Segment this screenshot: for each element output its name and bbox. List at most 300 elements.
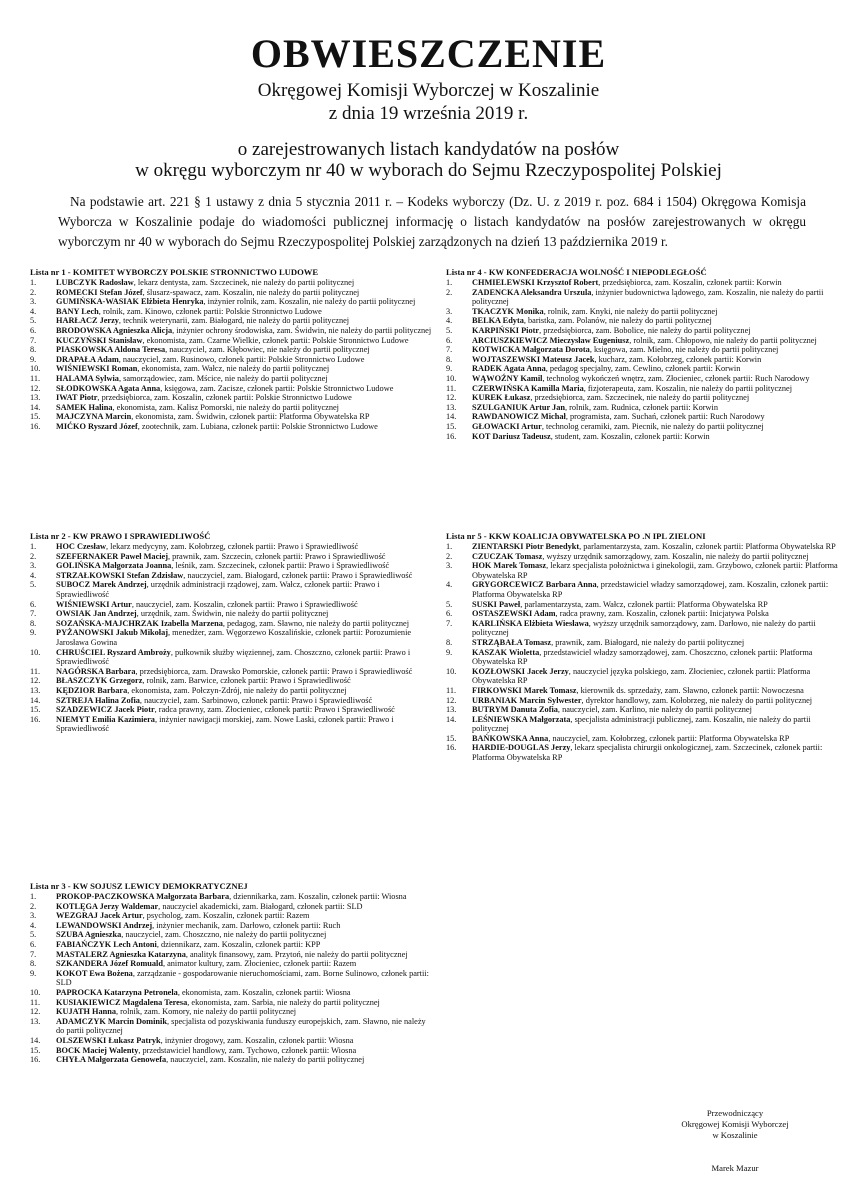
candidate-details: , dyrektor handlowy, zam. Kołobrzeg, nie należy do partii politycznej <box>581 695 813 705</box>
list-3 <box>30 880 432 1065</box>
candidate-name: MASTALERZ Agnieszka Katarzyna <box>56 949 186 959</box>
candidate-details: , przedsiębiorca, zam. Koszalin, członek partii: Polskie Stronnictwo Ludowe <box>97 393 352 403</box>
candidate-number: 9. <box>446 364 453 374</box>
candidate-number: 1. <box>446 278 453 287</box>
signature-commission: Okręgowej Komisji Wyborczej <box>681 1119 789 1129</box>
candidate-details: , rolnik, zam. Knyki, nie należy do partii politycznej <box>543 306 718 316</box>
candidate-number: 6. <box>30 599 37 609</box>
candidate-details: , zootechnik, zam. Lubiana, członek partii: Polskie Stronnictwo Ludowe <box>137 421 378 431</box>
candidate-details: , parlamentarzysta, zam. Wałcz, członek partii: Platforma Obywatelska RP <box>520 599 768 609</box>
candidate-details: , pułkownik służby więziennej, zam. Choszczno, członek partii: Prawo i Sprawiedliwość <box>56 647 411 667</box>
candidate-number: 9. <box>446 647 453 657</box>
candidate-name: SZEFERNAKER Paweł Maciej <box>56 551 168 561</box>
candidate-entry <box>30 355 432 365</box>
candidate-entry <box>446 412 841 422</box>
candidate-number: 16. <box>30 421 41 431</box>
candidate-name: CZUCZAK Tomasz <box>472 551 543 561</box>
candidate-number: 16. <box>446 743 457 753</box>
candidate-name: SZUBA Agnieszka <box>56 930 122 940</box>
candidate-entry <box>446 355 841 365</box>
candidate-details: , pedagog specjalny, zam. Cewlino, członek partii: Korwin <box>545 364 741 374</box>
notice-title: OBWIESZCZENIE <box>250 31 607 76</box>
candidate-details: , dziennikarka, zam. Koszalin, członek partii: Wiosna <box>229 892 407 901</box>
candidate-entry <box>30 316 432 326</box>
candidate-entry <box>30 696 432 706</box>
candidate-entry <box>446 580 841 599</box>
candidate-number: 13. <box>446 402 457 412</box>
candidate-entry <box>446 715 841 734</box>
candidate-entry <box>30 1036 432 1046</box>
candidate-name: TKACZYK Monika <box>472 306 544 316</box>
signature-city: w Koszalinie <box>712 1130 758 1140</box>
candidate-name: SZADZEWICZ Jacek Piotr <box>56 705 155 715</box>
candidate-details: , ekonomista, zam. Wałcz, nie należy do partii politycznej <box>137 364 330 374</box>
candidate-number: 8. <box>30 618 37 628</box>
candidate-details: , programista, zam. Suchań, członek partii: Ruch Narodowy <box>565 412 765 422</box>
candidate-name: BAŃKOWSKA Anna <box>472 733 549 743</box>
candidate-entry <box>30 676 432 686</box>
candidate-entry <box>446 393 841 403</box>
candidate-number: 1. <box>30 542 37 551</box>
candidate-details: , przedsiębiorca, zam. Drawsko Pomorskie, członek partii: Prawo i Sprawiedliwość <box>135 666 413 676</box>
candidate-name: FIRKOWSKI Marek Tomasz <box>472 685 577 695</box>
candidate-entry <box>446 609 841 619</box>
candidate-number: 12. <box>446 695 457 705</box>
candidate-name: BŁASZCZYK Grzegorz <box>56 676 143 686</box>
candidate-details: , zarządzanie - gospodarowanie nieruchomościami, zam. Borne Sulinowo, członek partii: SLD <box>56 968 429 988</box>
candidate-name: KARPIŃSKI Piotr <box>472 325 540 335</box>
candidate-entry <box>30 988 432 998</box>
candidate-entry <box>446 326 841 336</box>
candidate-number: 1. <box>30 892 37 901</box>
candidate-details: , rolnik, zam. Barwice, członek partii: Prawo i Sprawiedliwość <box>142 676 351 686</box>
signer-name: Marek Mazur <box>711 1163 759 1173</box>
candidate-details: , przedstawiciel władzy samorządowej, zam. Koszalin, członek partii: Platforma Obywatelska RP <box>472 580 829 599</box>
candidate-name: PIASKOWSKA Aldona Teresa <box>56 345 166 355</box>
candidate-details: , przedstawiciel handlowy, zam. Tychowo, członek partii: Wiosna <box>138 1045 357 1055</box>
candidate-entry <box>30 1007 432 1017</box>
candidate-number: 6. <box>446 609 453 619</box>
candidate-entry <box>30 950 432 960</box>
candidate-name: SZKANDERA Józef Romuald <box>56 959 163 969</box>
candidate-entry <box>446 336 841 346</box>
candidate-entry <box>446 403 841 413</box>
candidate-name: KASZAK Wioletta <box>472 647 540 657</box>
candidate-entry <box>30 336 432 346</box>
candidate-number: 14. <box>30 1035 41 1045</box>
candidate-entry <box>30 969 432 988</box>
candidate-number: 16. <box>446 431 457 441</box>
candidate-name: OLSZEWSKI Łukasz Patryk <box>56 1035 161 1045</box>
candidate-details: , prawnik, zam. Szczecin, członek partii: Prawo i Sprawiedliwość <box>168 551 386 561</box>
candidate-entry <box>30 940 432 950</box>
candidate-details: , nauczyciel, zam. Kołobrzeg, członek partii: Platforma Obywatelska RP <box>548 733 790 743</box>
candidate-number: 5. <box>30 580 37 590</box>
candidate-entry <box>30 921 432 931</box>
candidate-name: SZULGANIUK Artur Jan <box>472 402 565 412</box>
candidate-name: KĘDZIOR Barbara <box>56 685 128 695</box>
candidate-number: 13. <box>30 393 41 403</box>
candidate-details: , inżynier rolnik, zam. Koszalin, nie należy do partii politycznej <box>203 297 416 307</box>
candidate-details: , radca prawny, zam. Złocieniec, członek partii: Prawo i Sprawiedliwość <box>154 705 395 715</box>
candidate-details: , nauczyciel, zam. Koszalin, nie należy do partii politycznej <box>166 1055 365 1065</box>
candidate-name: STRZAŁKOWSKI Stefan Zdzisław <box>56 570 184 580</box>
candidate-name: KOZŁOWSKI Jacek Jerzy <box>472 666 569 676</box>
candidate-number: 16. <box>30 714 41 724</box>
candidate-details: , kucharz, zam. Kołobrzeg, członek partii: Korwin <box>594 354 762 364</box>
intro-paragraph: Na podstawie art. 221 § 1 ustawy z dnia 5 stycznia 2011 r. – Kodeks wyborczy (Dz. U. z 2019 r. poz. 684 i 1504) Okręgowa Komisja Wyborcza w Koszalinie podaje do wiadomości publicznej informację o listach kandydatów na posłów zarejestrowanych w okręgu wyborczym nr 40 w wyborach do Sejmu Rzeczypospolitej Polskiej zarządzonych na dzień 13 października 2019 r. <box>58 194 806 249</box>
candidate-entry <box>30 902 432 912</box>
candidate-number: 7. <box>30 949 37 959</box>
candidate-entry <box>30 542 432 552</box>
candidate-name: ADAMCZYK Marcin Dominik <box>56 1016 167 1026</box>
candidate-name: DRAPAŁA Adam <box>56 354 119 364</box>
candidate-name: CHMIELEWSKI Krzysztof Robert <box>472 278 599 287</box>
candidate-name: BELKA Edyta <box>472 316 524 326</box>
candidate-details: , ekonomista, zam. Sarbia, nie należy do partii politycznej <box>187 997 380 1007</box>
candidate-number: 7. <box>446 345 453 355</box>
candidate-number: 13. <box>446 705 457 715</box>
candidate-number: 15. <box>30 1045 41 1055</box>
candidate-number: 2. <box>446 287 453 297</box>
candidate-name: KUCZYŃSKI Stanisław <box>56 335 143 345</box>
candidate-entry <box>446 278 841 288</box>
candidate-details: , samorządowiec, zam. Mścice, nie należy do partii politycznej <box>118 373 328 383</box>
candidate-name: PROKOP-PACZKOWSKA Małgorzata Barbara <box>56 892 230 901</box>
list-4 <box>446 266 841 441</box>
candidate-entry <box>30 552 432 562</box>
candidate-name: GUMIŃSKA-WASIAK Elżbieta Henryka <box>56 297 204 307</box>
candidate-details: , prawnik, zam. Białogard, nie należy do partii politycznej <box>551 637 745 647</box>
candidate-details: , technik weterynarii, zam. Białogard, nie należy do partii politycznej <box>118 316 350 326</box>
candidate-details: , przedsiębiorca, zam. Szczecinek, nie należy do partii politycznej <box>530 393 750 403</box>
candidate-entry <box>446 743 841 762</box>
candidate-number: 15. <box>446 421 457 431</box>
candidate-entry <box>446 422 841 432</box>
candidate-entry <box>446 542 841 552</box>
candidate-details: , urzędnik administracji rządowej, zam. Wałcz, członek partii: Prawo i Sprawiedliwość <box>56 580 380 599</box>
candidate-name: HALAMA Sylwia <box>56 373 119 383</box>
candidate-number: 16. <box>30 1055 41 1065</box>
candidate-name: WEZGRAJ Jacek Artur <box>56 911 143 921</box>
notice-subject: o zarejestrowanych listach kandydatów na posłów <box>237 139 620 160</box>
candidate-name: SOZAŃSKA-MAJCHRZAK Izabella Marzena <box>56 618 223 628</box>
candidate-name: WIŚNIEWSKI Artur <box>56 599 132 609</box>
candidate-details: , fizjoterapeuta, zam. Koszalin, nie należy do partii politycznej <box>583 383 792 393</box>
candidate-details: , psycholog, zam. Koszalin, członek partii: Razem <box>142 911 310 921</box>
candidate-name: FABIAŃCZYK Lech Antoni <box>56 939 157 949</box>
candidate-entry <box>30 297 432 307</box>
candidate-name: GŁOWACKI Artur <box>472 421 542 431</box>
candidate-number: 10. <box>30 647 41 657</box>
candidate-entry <box>446 432 841 442</box>
candidate-number: 3. <box>30 297 37 307</box>
candidate-details: , specjalista administracji publicznej, zam. Koszalin, nie należy do partii politycznej <box>472 714 811 734</box>
candidate-entry <box>446 561 841 580</box>
candidate-number: 3. <box>30 911 37 921</box>
candidate-number: 15. <box>446 733 457 743</box>
candidate-number: 9. <box>30 354 37 364</box>
candidate-details: , lekarz dentysta, zam. Szczecinek, nie należy do partii politycznej <box>133 278 355 287</box>
candidate-entry <box>30 705 432 715</box>
candidate-name: GOLIŃSKA Małgorzata Joanna <box>56 561 172 571</box>
candidate-details: , ekonomista, zam. Czarne Wielkie, członek partii: Polskie Stronnictwo Ludowe <box>142 335 409 345</box>
candidate-entry <box>30 1046 432 1056</box>
candidate-entry <box>30 307 432 317</box>
list-title: Lista nr 4 - KW KONFEDERACJA WOLNOŚĆ I NIEPODLEGŁOŚĆ <box>446 267 707 277</box>
candidate-entry <box>30 561 432 571</box>
candidate-number: 7. <box>446 618 453 628</box>
candidate-entry <box>30 648 432 667</box>
candidate-number: 8. <box>30 959 37 969</box>
candidate-entry <box>446 696 841 706</box>
candidate-details: , student, zam. Koszalin, członek partii: Korwin <box>550 431 710 441</box>
candidate-details: , parlamentarzysta, zam. Koszalin, członek partii: Platforma Obywatelska RP <box>579 542 836 551</box>
candidate-number: 11. <box>30 997 41 1007</box>
candidate-number: 11. <box>30 666 41 676</box>
list-title: Lista nr 3 - KW SOJUSZ LEWICY DEMOKRATYCZNEJ <box>30 881 248 891</box>
candidate-name: NAGÓRSKA Barbara <box>56 666 136 676</box>
candidate-number: 12. <box>30 1007 41 1017</box>
candidate-details: , baristka, zam. Polanów, nie należy do partii politycznej <box>523 316 712 326</box>
candidate-entry <box>446 619 841 638</box>
candidate-number: 10. <box>446 373 457 383</box>
candidate-name: STRZĄBAŁA Tomasz <box>472 637 552 647</box>
candidate-name: OWSIAK Jan Andrzej <box>56 609 137 619</box>
candidate-number: 2. <box>30 287 37 297</box>
candidate-details: , przedstawiciel władzy samorządowej, zam. Choszczno, członek partii: Platforma Obywatelska RP <box>472 647 813 667</box>
candidate-details: , rolnik, zam. Chłopowo, nie należy do partii politycznej <box>629 335 817 345</box>
candidate-name: SZTREJA Halina Zofia <box>56 695 140 705</box>
candidate-details: , ekonomista, zam. Połczyn-Zdrój, nie należy do partii politycznej <box>127 685 347 695</box>
candidate-details: , nauczyciel, zam. Karlino, nie należy do partii politycznej <box>557 705 752 715</box>
candidate-name: KUSIAKIEWICZ Magdalena Teresa <box>56 997 188 1007</box>
candidate-details: , ekonomista, zam. Kalisz Pomorski, nie należy do partii politycznej <box>112 402 339 412</box>
candidate-entry <box>446 705 841 715</box>
candidate-name: HOK Marek Tomasz <box>472 561 547 571</box>
candidate-name: KOTWICKA Małgorzata Dorota <box>472 345 590 355</box>
candidate-details: , technolog wykończeń wnętrz, zam. Złocieniec, członek partii: Ruch Narodowy <box>542 373 810 383</box>
candidate-details: , wyższy urzędnik samorządowy, zam. Koszalin, nie należy do partii politycznej <box>542 551 809 561</box>
candidate-number: 10. <box>446 666 457 676</box>
list-2 <box>30 530 432 734</box>
candidate-name: ARCIUSZKIEWICZ Mieczysław Eugeniusz <box>472 335 630 345</box>
candidate-entry <box>30 422 432 432</box>
candidate-number: 11. <box>446 383 457 393</box>
candidate-entry <box>30 667 432 677</box>
candidate-number: 6. <box>30 939 37 949</box>
candidate-number: 14. <box>30 402 41 412</box>
candidate-name: CZERWIŃSKA Kamilla Maria <box>472 383 584 393</box>
list-5 <box>446 530 841 763</box>
candidate-number: 5. <box>446 599 453 609</box>
candidate-details: , księgowa, zam. Mielno, nie należy do partii politycznej <box>589 345 779 355</box>
candidate-name: MIĆKO Ryszard Józef <box>56 421 138 431</box>
candidate-entry <box>30 715 432 734</box>
candidate-entry <box>30 1017 432 1036</box>
candidate-entry <box>30 412 432 422</box>
candidate-entry <box>30 1055 432 1065</box>
candidate-details: , inżynier mechanik, zam. Darłowo, członek partii: Ruch <box>152 920 341 930</box>
candidate-name: LEWANDOWSKI Andrzej <box>56 920 153 930</box>
notice-date: z dnia 19 września 2019 r. <box>328 103 529 124</box>
candidate-entry <box>30 998 432 1008</box>
candidate-number: 14. <box>446 714 457 724</box>
candidate-details: , rolnik, zam. Kinowo, członek partii: Polskie Stronnictwo Ludowe <box>98 306 322 316</box>
candidate-entry <box>30 892 432 902</box>
candidate-name: ROMECKI Stefan Józef <box>56 287 143 297</box>
candidate-details: , specjalista od pozyskiwania funduszy europejskich, zam. Sławno, nie należy do partii politycznej <box>56 1016 426 1036</box>
candidate-details: , ślusarz-spawacz, zam. Koszalin, nie należy do partii politycznej <box>142 287 360 297</box>
candidate-number: 6. <box>30 325 37 335</box>
candidate-details: , księgowa, zam. Zacisze, członek partii: Polskie Stronnictwo Ludowe <box>160 383 394 393</box>
candidate-entry <box>446 552 841 562</box>
candidate-details: , nauczyciel, zam. Białogard, członek partii: Prawo i Sprawiedliwość <box>183 570 413 580</box>
candidate-details: , nauczyciel, zam. Sarbinowo, członek partii: Prawo i Sprawiedliwość <box>139 695 373 705</box>
candidate-entry <box>30 959 432 969</box>
candidate-number: 12. <box>30 676 41 686</box>
commission-name: Okręgowej Komisji Wyborczej w Koszalinie <box>257 80 600 101</box>
candidate-entry <box>30 619 432 629</box>
candidate-name: SAMEK Halina <box>56 402 113 412</box>
candidate-entry <box>446 288 841 307</box>
candidate-number: 15. <box>30 412 41 422</box>
candidate-number: 3. <box>446 306 453 316</box>
candidate-number: 2. <box>446 551 453 561</box>
candidate-number: 13. <box>30 1016 41 1026</box>
candidate-details: , radca prawny, zam. Koszalin, członek partii: Inicjatywa Polska <box>555 609 769 619</box>
candidate-name: HARŁACZ Jerzy <box>56 316 119 326</box>
candidate-number: 11. <box>446 685 457 695</box>
candidate-details: , lekarz specjalista położnictwa i ginekologii, zam. Grzybowo, członek partii: Platforma Obywatelska RP <box>472 561 838 580</box>
candidate-number: 12. <box>30 383 41 393</box>
candidate-name: KUJATH Hanna <box>56 1007 117 1017</box>
candidate-entry <box>446 345 841 355</box>
candidate-name: SUSKI Paweł <box>472 599 521 609</box>
candidate-entry <box>30 403 432 413</box>
candidate-details: , menedżer, zam. Węgorzewo Koszalińskie, członek partii: Porozumienie Jarosława Gowina <box>56 628 412 647</box>
candidate-details: , nauczyciel, zam. Choszczno, nie należy do partii politycznej <box>121 930 327 940</box>
candidate-name: KARLIŃSKA Elżbieta Wiesława <box>472 618 589 628</box>
candidate-details: , urzędnik, zam. Świdwin, nie należy do partii politycznej <box>136 609 329 619</box>
candidate-entry <box>30 278 432 288</box>
candidate-number: 13. <box>30 685 41 695</box>
candidate-details: , wyższy urzędnik samorządowy, zam. Darłowo, nie należy do partii politycznej <box>472 618 816 638</box>
candidate-entry <box>30 571 432 581</box>
candidate-entry <box>446 316 841 326</box>
candidate-details: , lekarz medycyny, zam. Kołobrzeg, członek partii: Prawo i Sprawiedliwość <box>106 542 359 551</box>
candidate-name: MAJCZYNA Marcin <box>56 412 132 422</box>
candidate-details: , animator kultury, zam. Złocieniec, członek partii: Razem <box>162 959 357 969</box>
candidate-number: 10. <box>30 987 41 997</box>
candidate-name: IWAT Piotr <box>56 393 98 403</box>
candidate-number: 10. <box>30 364 41 374</box>
candidate-entry <box>446 686 841 696</box>
candidate-name: URBANIAK Marcin Sylwester <box>472 695 582 705</box>
candidate-number: 5. <box>30 930 37 940</box>
candidate-number: 11. <box>30 373 41 383</box>
candidate-number: 2. <box>30 551 37 561</box>
candidate-name: LEŚNIEWSKA Małgorzata <box>472 714 571 724</box>
candidate-number: 7. <box>30 609 37 619</box>
candidate-number: 5. <box>30 316 37 326</box>
candidate-details: , nauczyciel, zam. Kłębowiec, nie należy do partii politycznej <box>165 345 370 355</box>
candidate-number: 15. <box>30 705 41 715</box>
candidate-details: , przedsiębiorca, zam. Bobolice, nie należy do partii politycznej <box>539 325 751 335</box>
candidate-details: , inżynier budownictwa lądowego, zam. Koszalin, nie należy do partii politycznej <box>472 287 824 307</box>
candidate-number: 8. <box>446 637 453 647</box>
candidate-name: SUBOCZ Marek Andrzej <box>56 580 147 590</box>
candidate-number: 8. <box>30 345 37 355</box>
candidate-entry <box>30 326 432 336</box>
candidate-name: GRYGORCEWICZ Barbara Anna <box>472 580 597 590</box>
candidate-number: 6. <box>446 335 453 345</box>
candidate-name: CHYŁA Małgorzata Genowefa <box>56 1055 167 1065</box>
candidate-details: , lekarz specjalista chirurgii onkologicznej, zam. Szczecinek, członek partii: Platforma Obywatelska RP <box>472 743 823 763</box>
list-title: Lista nr 1 - KOMITET WYBORCZY POLSKIE STRONNICTWO LUDOWE <box>30 267 319 277</box>
candidate-details: , pedagog, zam. Sławno, nie należy do partii politycznej <box>222 618 410 628</box>
candidate-entry <box>446 600 841 610</box>
candidate-name: NIEMYT Emilia Kazimiera <box>56 714 155 724</box>
candidate-details: , ekonomista, zam. Świdwin, członek partii: Platforma Obywatelska RP <box>131 412 370 422</box>
candidate-name: KOKOT Ewa Bożena <box>56 968 133 978</box>
candidate-entry <box>30 930 432 940</box>
candidate-number: 12. <box>446 393 457 403</box>
candidate-name: PYŻANOWSKI Jakub Mikołaj <box>56 628 169 638</box>
candidate-name: RAWDANOWICZ Michał <box>472 412 566 422</box>
candidate-entry <box>446 384 841 394</box>
candidate-entry <box>30 580 432 599</box>
candidate-details: , kierownik ds. sprzedaży, zam. Sławno, członek partii: Nowoczesna <box>576 685 804 695</box>
candidate-entry <box>446 667 841 686</box>
candidate-details: , technolog ceramiki, zam. Piecnik, nie należy do partii politycznej <box>541 421 764 431</box>
candidate-details: , nauczyciel akademicki, zam. Białogard, członek partii: SLD <box>158 901 363 911</box>
candidate-number: 3. <box>30 561 37 571</box>
list-title: Lista nr 5 - KKW KOALICJA OBYWATELSKA PO .N IPL ZIELONI <box>446 531 706 541</box>
candidate-name: PAPROCKA Katarzyna Petronela <box>56 987 178 997</box>
candidate-entry <box>30 345 432 355</box>
candidate-name: BUTRYM Danuta Zofia <box>472 705 558 715</box>
candidate-entry <box>30 686 432 696</box>
candidate-number: 8. <box>446 354 453 364</box>
candidate-details: , inżynier nawigacji morskiej, zam. Nowe Laski, członek partii: Prawo i Sprawiedliwość <box>56 714 394 734</box>
candidate-number: 4. <box>446 316 453 326</box>
candidate-name: LUBCZYK Radosław <box>56 278 134 287</box>
list-1 <box>30 266 432 432</box>
candidate-name: KUREK Łukasz <box>472 393 531 403</box>
signature-role: Przewodniczący <box>706 1108 764 1118</box>
candidate-number: 9. <box>30 968 37 978</box>
candidate-details: , rolnik, zam. Komory, nie należy do partii politycznej <box>116 1007 297 1017</box>
candidate-name: HOC Czesław <box>56 542 107 551</box>
candidate-name: KOT Dariusz Tadeusz <box>472 431 551 441</box>
candidate-name: SŁODKOWSKA Agata Anna <box>56 383 161 393</box>
candidate-number: 2. <box>30 901 37 911</box>
candidate-entry <box>30 600 432 610</box>
candidate-details: , inżynier drogowy, zam. Koszalin, członek partii: Wiosna <box>160 1035 354 1045</box>
candidate-number: 4. <box>30 570 37 580</box>
signature-block <box>650 1108 820 1174</box>
candidate-details: , analityk finansowy, zam. Przytoń, nie należy do partii politycznej <box>185 949 408 959</box>
candidate-number: 4. <box>30 306 37 316</box>
candidate-entry <box>446 734 841 744</box>
candidate-entry <box>30 609 432 619</box>
candidate-name: OSTASZEWSKI Adam <box>472 609 556 619</box>
candidate-entry <box>30 393 432 403</box>
candidate-number: 1. <box>30 278 37 287</box>
candidate-number: 5. <box>446 325 453 335</box>
candidate-entry <box>30 288 432 298</box>
